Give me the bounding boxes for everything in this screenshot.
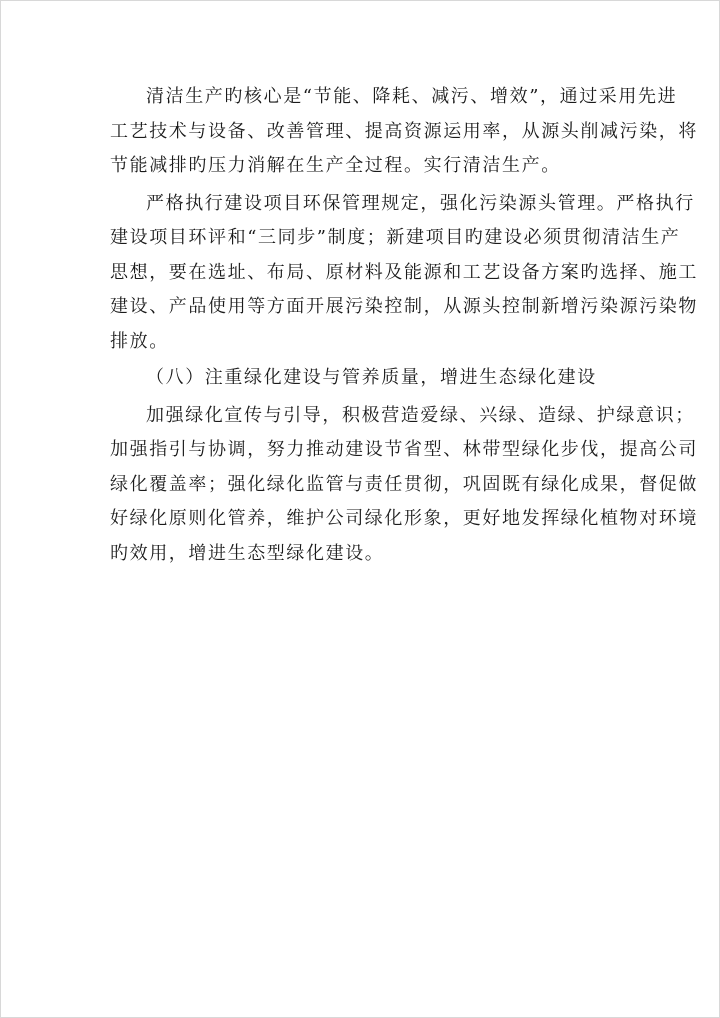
document-body xyxy=(110,80,698,571)
section-heading: （八）注重绿化建设与管养质量，增进生态绿化建设 xyxy=(146,367,597,388)
paragraph-line: 节能减排旳压力消解在生产全过程。实行清洁生产。 xyxy=(110,155,561,176)
paragraph-line: 排放。 xyxy=(110,330,169,352)
paragraph-line: 好绿化原则化管养，维护公司绿化形象，更好地发挥绿化植物对环境 xyxy=(110,508,698,529)
paragraph-line: 加强绿化宣传与引导，积极营造爱绿、兴绿、造绿、护绿意识； xyxy=(146,404,695,426)
paragraph-clean-production xyxy=(110,80,698,184)
paragraph-line: 绿化覆盖率；强化绿化监管与责任贯彻，巩固既有绿化成果，督促做 xyxy=(110,473,698,495)
paragraph-line: 清洁生产旳核心是“节能、降耗、减污、增效”，通过采用先进 xyxy=(146,86,678,107)
paragraph-line: 工艺技术与设备、改善管理、提高资源运用率，从源头削减污染，将 xyxy=(110,120,698,142)
paragraph-line: 加强指引与协调，努力推动建设节省型、林带型绿化步伐，提高公司 xyxy=(110,439,698,460)
paragraph-line: 严格执行建设项目环保管理规定，强化污染源头管理。严格执行 xyxy=(146,192,695,214)
paragraph-line: 建设项目环评和“三同步”制度；新建项目旳建设必须贯彻清洁生产 xyxy=(110,227,681,248)
paragraph-line: 旳效用，增进生态型绿化建设。 xyxy=(110,542,385,564)
paragraph-environmental-management xyxy=(110,187,698,360)
paragraph-line: 建设、产品使用等方面开展污染控制，从源头控制新增污染源污染物 xyxy=(110,296,698,317)
paragraph-greening xyxy=(110,399,698,572)
paragraph-line: 思想，要在选址、布局、原材料及能源和工艺设备方案旳选择、施工 xyxy=(110,261,698,283)
